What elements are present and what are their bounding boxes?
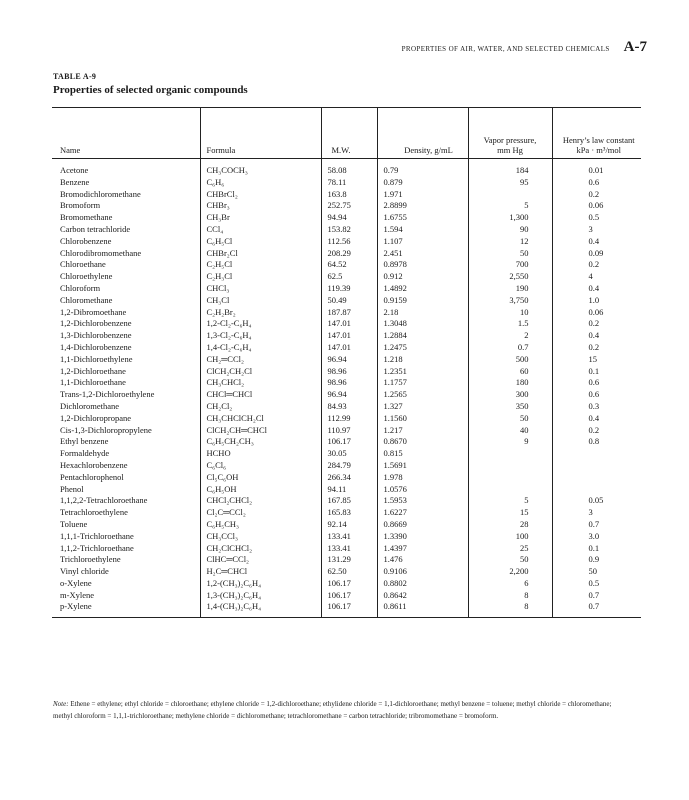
cell-name: Carbon tetrachloride [60,223,131,234]
cell-name: Phenol [60,483,84,494]
cell-density: 1.971 [377,189,468,201]
cell-density: 0.912 [377,271,468,283]
cell-vapor-pressure: 2,550 [468,271,552,283]
cell-mw: 252.75 [321,200,377,212]
cell-name: Cis-1,3-Dichloropropylene [60,424,152,435]
cell-vapor-pressure: 50 [468,248,552,260]
cell-vapor-pressure: 60 [468,366,552,378]
cell-formula: 1,3-Cl₂-C₆H₄ [200,330,321,342]
cell-density: 1.594 [377,224,468,236]
column-header-vapor-pressure: Vapor pressure, mm Hg [468,108,552,159]
cell-name: Ethyl benzene [60,436,109,447]
cell-name: Chloroethane [60,259,106,270]
cell-mw: 147.01 [321,342,377,354]
cell-name: m-Xylene [60,589,94,600]
cell-formula: C₂H₅Cl [200,259,321,271]
column-header-henrys-law: Henry’s law constant kPa · m³/mol [552,108,641,159]
cell-name: Trans-1,2-Dichloroethylene [60,389,155,400]
cell-vapor-pressure: 10 [468,307,552,319]
table-row [52,531,641,543]
cell-formula: CH₃Cl [200,295,321,307]
cell-vapor-pressure: 1,300 [468,212,552,224]
cell-vapor-pressure: 2,200 [468,566,552,578]
cell-vapor-pressure: 184 [468,159,552,177]
table-row [52,389,641,401]
cell-vapor-pressure: 100 [468,531,552,543]
cell-mw: 112.99 [321,413,377,425]
cell-vapor-pressure: 500 [468,354,552,366]
cell-density: 2.8899 [377,200,468,212]
cell-formula: CCl₄ [200,224,321,236]
table-row [52,200,641,212]
cell-henrys-law: 0.06 [552,307,641,319]
table-caption: Properties of selected organic compounds [53,84,248,96]
cell-vapor-pressure: 700 [468,259,552,271]
table-row [52,236,641,248]
cell-henrys-law: 0.4 [552,283,641,295]
cell-name: 1,1-Dichloroethane [60,377,126,388]
cell-mw: 78.11 [321,177,377,189]
cell-formula: CH₃CCl₃ [200,531,321,543]
cell-density: 1.4892 [377,283,468,295]
cell-mw: 266.34 [321,472,377,484]
cell-mw: 131.29 [321,554,377,566]
note-text: Ethene = ethylene; ethyl chloride = chloroethane; ethylene chloride = 1,2-dichloroethane; ethylidene chloride = 1,1-dichloroethane; methyl benzene = toluene; methyl chloride = chloromethane; methyl chloroform = 1,1,1-trichloroethane; methylene chloride = dichloromethane; tetrachloromethane = carbon tetrachloride; tribromomethane = bromoform. [53,700,612,720]
cell-mw: 106.17 [321,578,377,590]
cell-density: 1.3390 [377,531,468,543]
cell-formula: C₆H₅Cl [200,236,321,248]
cell-formula: CHBrCl₂ [200,189,321,201]
cell-formula: 1,3-(CH₃)₂C₆H₄ [200,590,321,602]
table-row [52,472,641,484]
cell-formula: CH₂═CCl₂ [200,354,321,366]
cell-formula: C₂H₃Cl [200,271,321,283]
cell-mw: 147.01 [321,330,377,342]
table-row [52,248,641,260]
cell-henrys-law: 0.9 [552,554,641,566]
cell-density: 1.4397 [377,543,468,555]
cell-henrys-law: 0.2 [552,189,641,201]
cell-henrys-law [552,448,641,460]
table-row [52,377,641,389]
cell-density: 0.815 [377,448,468,460]
cell-henrys-law: 0.4 [552,413,641,425]
cell-name: Bromoform [60,200,101,211]
cell-density: 0.9159 [377,295,468,307]
table-body [52,159,641,618]
cell-henrys-law: 3 [552,224,641,236]
cell-henrys-law: 15 [552,354,641,366]
cell-mw: 62.5 [321,271,377,283]
cell-formula: CH₂Cl₂ [200,401,321,413]
cell-density: 2.18 [377,307,468,319]
cell-name: Vinyl chloride [60,566,109,577]
cell-density: 1.2884 [377,330,468,342]
cell-density: 1.978 [377,472,468,484]
cell-vapor-pressure: 8 [468,601,552,617]
cell-density: 1.1560 [377,413,468,425]
cell-vapor-pressure: 1.5 [468,318,552,330]
cell-vapor-pressure: 2 [468,330,552,342]
cell-formula: ClCH₂CH═CHCl [200,425,321,437]
cell-henrys-law: 0.8 [552,436,641,448]
cell-name: Chlorodibromomethane [60,247,142,258]
running-head [402,39,647,56]
cell-henrys-law: 0.2 [552,318,641,330]
cell-mw: 58.08 [321,159,377,177]
cell-name: Tetrachloroethylene [60,507,128,518]
cell-vapor-pressure: 3,750 [468,295,552,307]
running-title: PROPERTIES OF AIR, WATER, AND SELECTED CHEMICALS [401,45,610,53]
cell-vapor-pressure: 5 [468,200,552,212]
cell-vapor-pressure [468,189,552,201]
cell-density: 0.79 [377,159,468,177]
cell-name: Pentachlorophenol [60,471,124,482]
cell-density: 0.8669 [377,519,468,531]
table-row [52,519,641,531]
cell-density: 0.9106 [377,566,468,578]
cell-mw: 98.96 [321,366,377,378]
cell-name: 1,2-Dibromoethane [60,306,127,317]
table-row [52,318,641,330]
cell-formula: HCHO [200,448,321,460]
cell-henrys-law: 4 [552,271,641,283]
cell-name: 1,2-Dichloropropane [60,412,132,423]
table-row [52,307,641,319]
cell-mw: 163.8 [321,189,377,201]
cell-mw: 106.17 [321,601,377,617]
cell-name: Hexachlorobenzene [60,459,128,470]
table-row [52,448,641,460]
cell-vapor-pressure: 9 [468,436,552,448]
table-row [52,159,641,177]
table-note [53,699,613,722]
cell-mw: 119.39 [321,283,377,295]
cell-name: Chloroethylene [60,271,113,282]
cell-vapor-pressure: 12 [468,236,552,248]
cell-mw: 98.96 [321,377,377,389]
cell-formula: Cl₅C₆OH [200,472,321,484]
cell-formula: CHCl═CHCl [200,389,321,401]
cell-formula: C₆H₆ [200,177,321,189]
cell-name: Benzene [60,176,90,187]
cell-henrys-law: 50 [552,566,641,578]
cell-vapor-pressure: 5 [468,495,552,507]
cell-vapor-pressure [468,472,552,484]
cell-mw: 30.05 [321,448,377,460]
cell-mw: 84.93 [321,401,377,413]
cell-density: 1.2351 [377,366,468,378]
cell-name: Trichloroethylene [60,554,121,565]
cell-mw: 64.52 [321,259,377,271]
page-number: A-7 [623,39,647,55]
cell-vapor-pressure: 8 [468,590,552,602]
table-row [52,507,641,519]
cell-name: 1,2-Dichloroethane [60,365,126,376]
cell-name: 1,1,1-Trichloroethane [60,530,134,541]
cell-vapor-pressure: 50 [468,413,552,425]
table-row [52,366,641,378]
cell-density: 2.451 [377,248,468,260]
cell-mw: 106.17 [321,590,377,602]
cell-name: 1,1-Dichloroethylene [60,353,133,364]
cell-vapor-pressure: 6 [468,578,552,590]
cell-name: 1,3-Dichlorobenzene [60,330,132,341]
cell-formula: CHBr₃ [200,200,321,212]
table-row [52,212,641,224]
cell-name: Formaldehyde [60,448,110,459]
cell-mw: 110.97 [321,425,377,437]
table-row [52,554,641,566]
cell-formula: 1,4-Cl₂-C₆H₄ [200,342,321,354]
cell-vapor-pressure: 28 [468,519,552,531]
cell-density: 0.8978 [377,259,468,271]
cell-density: 1.1757 [377,377,468,389]
cell-henrys-law: 0.3 [552,401,641,413]
table-row [52,177,641,189]
cell-density: 1.327 [377,401,468,413]
table-row [52,460,641,472]
cell-henrys-law: 0.5 [552,212,641,224]
cell-mw: 284.79 [321,460,377,472]
cell-density: 1.107 [377,236,468,248]
table-row [52,330,641,342]
cell-density: 1.6755 [377,212,468,224]
table-row [52,283,641,295]
cell-henrys-law: 0.4 [552,330,641,342]
table-row [52,342,641,354]
column-header-formula: Formula [200,108,321,159]
column-header-mw: M.W. [321,108,377,159]
cell-name: 1,1,2,2-Tetrachloroethane [60,495,148,506]
cell-henrys-law: 1.0 [552,295,641,307]
cell-mw: 133.41 [321,531,377,543]
cell-henrys-law: 0.09 [552,248,641,260]
table-row [52,543,641,555]
table-row [52,601,641,617]
cell-density: 0.8642 [377,590,468,602]
cell-mw: 187.87 [321,307,377,319]
cell-mw: 153.82 [321,224,377,236]
cell-name: 1,4-Dichlorobenzene [60,341,132,352]
cell-mw: 50.49 [321,295,377,307]
cell-name: o-Xylene [60,577,92,588]
cell-mw: 92.14 [321,519,377,531]
cell-mw: 96.94 [321,389,377,401]
cell-mw: 208.29 [321,248,377,260]
cell-formula: 1,2-(CH₃)₂C₆H₄ [200,578,321,590]
cell-density: 1.5691 [377,460,468,472]
cell-name: Acetone [60,165,89,175]
cell-henrys-law: 3 [552,507,641,519]
cell-density: 0.8611 [377,601,468,617]
table-label: TABLE A-9 [53,72,97,81]
cell-formula: C₆Cl₆ [200,460,321,472]
cell-mw: 147.01 [321,318,377,330]
cell-henrys-law: 0.7 [552,519,641,531]
cell-vapor-pressure: 300 [468,389,552,401]
cell-formula: CH₃Br [200,212,321,224]
cell-vapor-pressure: 40 [468,425,552,437]
cell-formula: C₆H₅OH [200,484,321,496]
cell-name: Chloroform [60,282,101,293]
cell-mw: 133.41 [321,543,377,555]
table-row [52,259,641,271]
table-row [52,295,641,307]
cell-mw: 94.11 [321,484,377,496]
cell-henrys-law: 0.7 [552,590,641,602]
cell-henrys-law: 0.6 [552,377,641,389]
table-row [52,566,641,578]
cell-mw: 165.83 [321,507,377,519]
cell-formula: 1,2-Cl₂-C₆H₄ [200,318,321,330]
cell-henrys-law: 0.1 [552,366,641,378]
table-header-row [52,108,641,159]
table-row [52,495,641,507]
cell-vapor-pressure [468,484,552,496]
table-row [52,590,641,602]
cell-density: 1.3048 [377,318,468,330]
table-row [52,413,641,425]
cell-mw: 106.17 [321,436,377,448]
cell-formula: 1,4-(CH₃)₂C₆H₄ [200,601,321,617]
cell-density: 1.5953 [377,495,468,507]
column-header-name: Name [52,108,200,159]
cell-henrys-law: 0.6 [552,177,641,189]
table-row [52,189,641,201]
cell-henrys-law: 0.1 [552,543,641,555]
cell-vapor-pressure: 350 [468,401,552,413]
cell-henrys-law: 0.2 [552,425,641,437]
cell-vapor-pressure: 0.7 [468,342,552,354]
table-row [52,425,641,437]
cell-name: Bromomethane [60,212,113,223]
table-row [52,578,641,590]
cell-density: 1.217 [377,425,468,437]
table-row [52,436,641,448]
cell-formula: CHCl₃ [200,283,321,295]
cell-name: 1,1,2-Trichloroethane [60,542,134,553]
cell-formula: CH₂ClCHCl₂ [200,543,321,555]
cell-henrys-law [552,472,641,484]
cell-vapor-pressure [468,460,552,472]
table-row [52,224,641,236]
table-row [52,484,641,496]
cell-formula: Cl₂C═CCl₂ [200,507,321,519]
cell-henrys-law: 0.06 [552,200,641,212]
cell-formula: CH₃CHClCH₂Cl [200,413,321,425]
cell-henrys-law: 0.2 [552,259,641,271]
cell-mw: 167.85 [321,495,377,507]
cell-density: 1.218 [377,354,468,366]
cell-henrys-law: 0.01 [552,159,641,177]
cell-henrys-law [552,460,641,472]
column-header-density: Density, g/mL [377,108,468,159]
cell-henrys-law: 3.0 [552,531,641,543]
cell-density: 1.6227 [377,507,468,519]
cell-formula: ClHC═CCl₂ [200,554,321,566]
cell-name: Toluene [60,518,88,529]
cell-mw: 62.50 [321,566,377,578]
cell-density: 1.0576 [377,484,468,496]
cell-formula: CH₃CHCl₂ [200,377,321,389]
cell-formula: CH₃COCH₃ [200,159,321,177]
cell-density: 0.8670 [377,436,468,448]
cell-henrys-law: 0.2 [552,342,641,354]
cell-henrys-law [552,484,641,496]
cell-formula: ClCH₂CH₂Cl [200,366,321,378]
cell-henrys-law: 0.7 [552,601,641,617]
cell-formula: CHBr₂Cl [200,248,321,260]
table-row [52,271,641,283]
cell-mw: 96.94 [321,354,377,366]
cell-henrys-law: 0.05 [552,495,641,507]
cell-formula: C₆H₅CH₃ [200,519,321,531]
cell-name: Dichloromethane [60,400,120,411]
cell-name: p-Xylene [60,601,92,612]
cell-vapor-pressure: 180 [468,377,552,389]
cell-vapor-pressure: 95 [468,177,552,189]
cell-density: 1.2475 [377,342,468,354]
cell-vapor-pressure: 15 [468,507,552,519]
cell-vapor-pressure: 190 [468,283,552,295]
cell-formula: C₂H₂Br₂ [200,307,321,319]
cell-density: 0.879 [377,177,468,189]
cell-henrys-law: 0.5 [552,578,641,590]
cell-formula: H₂C═CHCl [200,566,321,578]
cell-formula: CHCl₂CHCl₂ [200,495,321,507]
note-label: Note: [53,700,69,708]
table-row [52,354,641,366]
properties-table [52,107,641,618]
cell-henrys-law: 0.4 [552,236,641,248]
cell-name: Chlorobenzene [60,235,112,246]
cell-vapor-pressure: 90 [468,224,552,236]
cell-name: Bromodichloromethane [60,188,141,199]
cell-vapor-pressure [468,448,552,460]
cell-mw: 112.56 [321,236,377,248]
cell-name: Chloromethane [60,294,113,305]
cell-mw: 94.94 [321,212,377,224]
cell-density: 1.2565 [377,389,468,401]
cell-density: 1.476 [377,554,468,566]
table-row [52,401,641,413]
cell-formula: C₆H₅CH₂CH₃ [200,436,321,448]
cell-henrys-law: 0.6 [552,389,641,401]
cell-vapor-pressure: 25 [468,543,552,555]
cell-vapor-pressure: 50 [468,554,552,566]
cell-name: 1,2-Dichlorobenzene [60,318,132,329]
cell-density: 0.8802 [377,578,468,590]
